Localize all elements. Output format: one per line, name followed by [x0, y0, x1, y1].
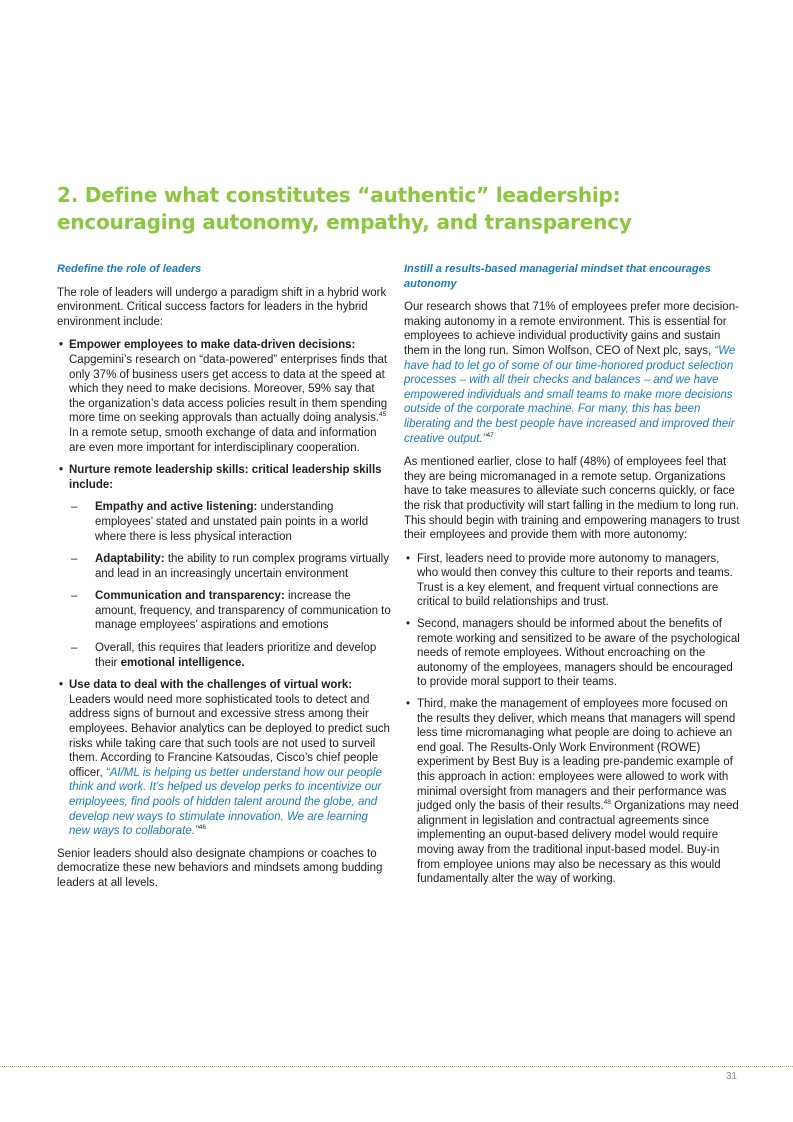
bullet-text: Leaders would need more sophisticated tools to detect and address signs of burnout and excessive stress among their employees. Behavior analytics can be deployed to predict such risks while taking care that such tools are not used to surveil them. According to Francine Katsoudas, Cisco’s chief people officer, — [69, 693, 390, 779]
sub-list-item — [69, 552, 391, 581]
list-item: • Second, managers should be informed about the benefits of remote working and sensitized to be aware of the psychological needs of remote employees. Without encroaching on the autonomy of the employees, managers should be encouraged to provide moral support to their teams. — [404, 617, 742, 690]
bullet-title: Nurture remote leadership skills: critical leadership skills include: — [69, 464, 382, 491]
left-closing: Senior leaders should also designate champions or coaches to democratize these new behaviors and mindsets among budding leaders at all levels. — [57, 847, 383, 889]
sub-list-item — [69, 500, 391, 544]
sub-item-text: increase the amount, frequency, and transparency of communication to manage employees’ aspirations and emotions — [95, 590, 391, 632]
sub-item-title: Empathy and active listening: — [95, 501, 258, 514]
sub-item-text: understanding employees’ stated and unstated pain points in a world where there is less physical interaction — [95, 501, 369, 543]
sub-item-title: Communication and transparency: — [95, 590, 285, 603]
section-heading-line1: 2. Define what constitutes “authentic” leadership: — [57, 183, 621, 207]
bullet-text: Third, make the management of employees more focused on the results they deliver, which means that managers will spend less time micromanaging what people are doing to achieve an end goal. The Results-Only Work Environment (ROWE) experiment by Best Buy is a leading pre-pandemic example of this approach in action: employees were allowed to work with minimal oversight from managers and their performance was judged only the basis of their results. — [417, 698, 736, 813]
list-item — [57, 338, 391, 455]
quote: “We have had to let go of some of our time-honored product selection processes – with all their checks and balances – and we have empowered individuals and small teams to make more decisions outside of the corporate machine. For many, this has been liberating and the best people have increased and improved their creative output.” — [404, 344, 736, 445]
footnote-ref: 46 — [198, 824, 206, 832]
right-column — [404, 262, 742, 894]
sub-list-item — [69, 641, 391, 670]
right-subheading: Instill a results-based managerial mindset that encourages autonomy — [404, 263, 711, 290]
left-bullet-list — [57, 338, 391, 838]
sub-item-title: Adaptability: — [95, 553, 165, 566]
list-item — [57, 463, 391, 670]
section-heading — [57, 182, 757, 236]
page-number: 31 — [725, 1071, 737, 1082]
sub-item-text: the ability to run complex programs virtually and lead in an increasingly uncertain environment — [95, 553, 389, 580]
sub-list — [69, 500, 391, 670]
list-item — [57, 678, 391, 839]
footnote-ref: 48 — [603, 799, 611, 807]
bullet-text: In a remote setup, smooth exchange of data and information are even more important for interdisciplinary cooperation. — [69, 426, 377, 454]
para-text: Our research shows that 71% of employees prefer more decision-making autonomy in a remote environment. This is essential for employees to achieve individual productivity gains and sustain them in the long run. Simon Wolfson, CEO of Next plc, says, — [404, 301, 739, 357]
left-intro: The role of leaders will undergo a paradigm shift in a hybrid work environment. Critical success factors for leaders in the hybrid environment include: — [57, 286, 387, 328]
sub-list-item — [69, 589, 391, 633]
bullet-title: Empower employees to make data-driven decisions: — [69, 339, 356, 352]
right-para2: As mentioned earlier, close to half (48%) of employees feel that they are being micromanaged in a remote setup. Organizations have to take measures to alleviate such concerns quickly, or face the risk that productivity will start falling in the medium to long run. This should begin with training and empowering managers to trust their employees and provide them with more autonomy: — [404, 456, 740, 542]
left-column — [57, 262, 391, 900]
footnote-ref: 47 — [486, 431, 494, 439]
sub-item-text: Overall, this requires that leaders prioritize and develop their — [95, 642, 377, 669]
bullet-title: Use data to deal with the challenges of virtual work: — [69, 679, 353, 692]
footer-divider — [0, 1066, 793, 1067]
footnote-ref: 45 — [379, 411, 387, 419]
list-item — [404, 697, 742, 887]
list-item: • First, leaders need to provide more autonomy to managers, who would then convey this culture to their reports and teams. Trust is a key element, and frequent virtual connections are critical to build relationships and trust. — [404, 552, 742, 610]
left-subheading: Redefine the role of leaders — [57, 263, 202, 275]
sub-item-bold: emotional intelligence. — [120, 656, 245, 669]
bullet-text: Organizations may need alignment in legislation and contractual agreements since implementing an ouput-based delivery model would require moving away from the traditional input-based model. Buy-in from employee unions may also be necessary as this would fundamentally alter the way of working. — [417, 800, 739, 886]
quote: “AI/ML is helping us better understand how our people think and work. It’s helped us develop perks to incentivize our employees, find pools of hidden talent around the globe, and develop new ways to stimulate innovation. We are learning new ways to collaborate.” — [69, 766, 382, 838]
bullet-text: Capgemini’s research on “data-powered” enterprises finds that only 37% of business users get access to data at the speed at which they need to make decisions. Moreover, 59% say that the organization’s data access policies result in them spending more time on seeking approvals than actually doing analysis. — [69, 353, 388, 425]
section-heading-line2: encouraging autonomy, empathy, and transparency — [57, 210, 632, 234]
right-bullet-list — [404, 552, 742, 887]
right-para1 — [404, 300, 742, 446]
